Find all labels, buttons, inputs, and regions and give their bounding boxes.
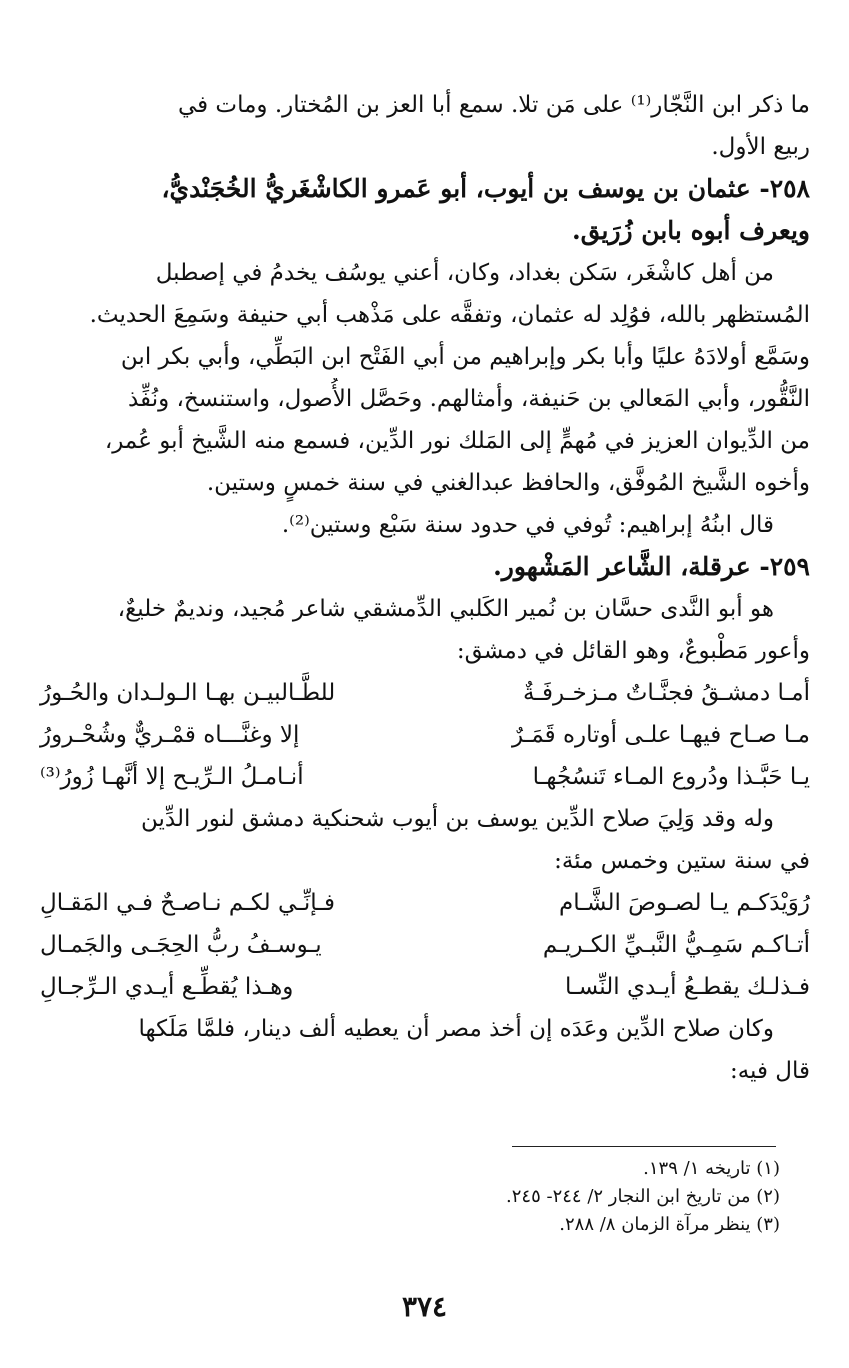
entry-259-heading: ٢٥٩- عرقلة، الشَّاعر المَشْهور. xyxy=(493,552,810,581)
poem-verse xyxy=(40,756,810,798)
poem-verse xyxy=(40,882,810,924)
footnote-divider xyxy=(512,1146,776,1147)
text-line: ما ذكر ابن النَّجّار⁽¹⁾ على مَن تلا. سمع أبا العز بن المُختار. ومات في xyxy=(177,92,810,118)
poem-verse xyxy=(40,714,810,756)
text-line: قال ابنُهُ إبراهيم: تُوفي في حدود سنة سَبْع وستين⁽²⁾. xyxy=(281,512,774,538)
text-line: المُستظهر بالله، فوُلِد له عثمان، وتفقَّه على مَذْهب أبي حنيفة وسَمِعَ الحديث. xyxy=(89,302,810,328)
text-line: وكان صلاح الدِّين وعَدَه إن أخذ مصر أن يعطيه ألف دينار، فلمَّا مَلَكها xyxy=(138,1016,774,1042)
entry-258-heading-cont: ويعرف أبوه بابن زُرَيق. xyxy=(571,216,810,245)
text-line: النَّقُّور، وأبي المَعالي بن حَنيفة، وأمثالهم. وحَصَّل الأُصول، واستنسخ، ونُفِّذ xyxy=(127,386,810,412)
footnotes xyxy=(300,1155,780,1239)
verse-first-half: مـا صـاح فيهـا علـى أوتاره قَمَـرٌ xyxy=(511,722,810,748)
footnote: (٣) ينظر مرآة الزمان ٨/ ٢٨٨. xyxy=(559,1214,780,1235)
text-line: وسَمَّع أولادَهُ عليًا وأبا بكر وإبراهيم من أبي الفَتْح ابن البَطِّي، وأبي بكر ابن xyxy=(120,344,810,370)
text-line: قال فيه: xyxy=(729,1058,810,1084)
text-line: وأخوه الشَّيخ المُوفَّق، والحافظ عبدالغني في سنة خمسٍ وستين. xyxy=(206,470,810,496)
text-line: من أهل كاشْغَر، سَكن بغداد، وكان، أعني يوسُف يخدمُ في إصطبل xyxy=(155,260,774,286)
verse-second-half: إلا وغنَّـــاه قمْـريٌّ وشُحْـرورُ xyxy=(40,722,300,748)
text-line: من الدِّيوان العزيز في مُهمٍّ إلى المَلك نور الدِّين، فسمع منه الشَّيخ أبو عُمر، xyxy=(104,428,810,454)
poem-verse xyxy=(40,672,810,714)
verse-first-half: أتـاكـم سَمِـيُّ النَّبـيِّ الكـريـم xyxy=(542,932,810,958)
main-text xyxy=(40,84,810,1092)
page-number: ٣٧٤ xyxy=(401,1290,448,1323)
verse-first-half: رُوَيْدَكـم يـا لصـوصَ الشَّـام xyxy=(558,890,810,916)
verse-first-half: يـا حَبَّـذا ودُروع المـاء تَنسُجُهـا xyxy=(532,764,810,790)
footnote: (٢) من تاريخ ابن النجار ٢/ ٢٤٤- ٢٤٥. xyxy=(506,1186,780,1207)
verse-first-half: أمـا دمشـقُ فجنَّـاتٌ مـزخـرفَـةٌ xyxy=(522,680,810,706)
text-line: وأعور مَطْبوعٌ، وهو القائل في دمشق: xyxy=(456,638,810,664)
text-line: ربيع الأول. xyxy=(711,134,810,160)
verse-second-half: يـوسـفُ ربُّ الحِجَـى والجَمـال xyxy=(40,932,322,958)
footnote: (١) تاريخه ١/ ١٣٩. xyxy=(643,1158,780,1179)
entry-258-heading: ٢٥٨- عثمان بن يوسف بن أيوب، أبو عَمرو الكاشْغَريُّ الخُجَنْديُّ، xyxy=(161,174,810,203)
verse-second-half: وهـذا يُقطِّـع أيـدي الـرِّجـالِ xyxy=(40,974,294,1000)
text-line: هو أبو النَّدى حسَّان بن نُمير الكَلبي الدِّمشقي شاعر مُجيد، ونديمٌ خليعٌ، xyxy=(117,596,774,622)
poem-verse xyxy=(40,924,810,966)
verse-first-half: فـذلـك يقطـعُ أيـدي النِّسـا xyxy=(565,974,810,1000)
verse-second-half: أنـامـلُ الـرِّيـح إلا أنَّهـا زُورُ⁽³⁾ xyxy=(40,764,304,790)
poem-verse xyxy=(40,966,810,1008)
text-line: وله وقد وَلِيَ صلاح الدِّين يوسف بن أيوب شحنكية دمشق لنور الدِّين xyxy=(140,806,774,832)
text-line: في سنة ستين وخمس مئة: xyxy=(554,848,810,874)
verse-second-half: فـإنِّـي لكـم نـاصـحٌ فـي المَقـالِ xyxy=(40,890,336,916)
verse-second-half: للطَّـالبيـن بهـا الـولـدان والحُـورُ xyxy=(40,680,336,706)
